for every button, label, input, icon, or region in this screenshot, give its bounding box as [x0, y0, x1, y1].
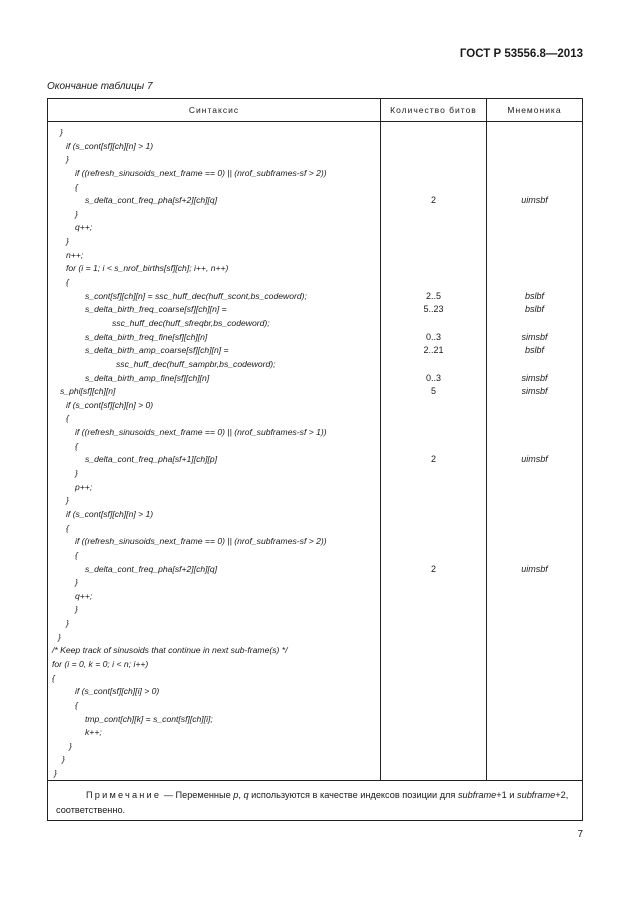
note-var-p: p	[233, 790, 239, 800]
syntax-cell: q++;	[75, 590, 93, 601]
table-row	[48, 372, 548, 386]
syntax-cell: }	[54, 768, 57, 779]
syntax-cell: s_delta_cont_freq_pha[sf+1][ch][p]	[85, 454, 218, 465]
syntax-cell: for (i = 1; i < s_nrof_births[sf][ch]; i++, n++)	[66, 263, 229, 274]
table-row	[48, 358, 380, 372]
table-row	[48, 672, 380, 686]
syntax-cell: {	[75, 181, 78, 192]
column-header-syntax: Синтаксис	[188, 105, 240, 115]
syntax-cell: s_delta_birth_freq_fine[sf][ch][n]	[85, 331, 208, 342]
table-row	[48, 603, 380, 617]
mnemonic-cell: bslbf	[524, 304, 544, 315]
table-row	[48, 140, 380, 154]
table-row	[48, 221, 380, 235]
mnemonic-cell: uimsbf	[521, 563, 548, 574]
table-row	[48, 576, 380, 590]
table-row	[48, 412, 380, 426]
table-row	[48, 317, 380, 331]
syntax-cell: {	[52, 672, 55, 683]
table-row	[48, 181, 380, 195]
column-header-mnemonic: Мнемоника	[507, 105, 562, 115]
syntax-cell: n++;	[66, 249, 84, 260]
table-row	[48, 194, 548, 208]
mnemonic-cell: simsbf	[521, 372, 548, 383]
table-row	[48, 290, 544, 304]
bits-cell: 2..5	[425, 290, 441, 301]
syntax-cell: if (s_cont[sf][ch][n] > 1)	[66, 508, 154, 519]
syntax-cell: {	[75, 549, 78, 560]
column-header-bits: Количество битов	[390, 105, 477, 115]
table-row	[48, 522, 380, 536]
table-row	[48, 440, 380, 454]
table-row	[48, 713, 380, 727]
header-divider	[48, 121, 582, 122]
table-row	[48, 399, 380, 413]
table-row	[48, 617, 380, 631]
table-row	[48, 467, 380, 481]
table-row	[48, 726, 380, 740]
syntax-cell: s_phi[sf][ch][n]	[60, 386, 116, 397]
bits-cell: 0..3	[425, 331, 441, 342]
syntax-cell: s_delta_birth_freq_coarse[sf][ch][n] =	[85, 304, 227, 315]
table-row	[48, 508, 380, 522]
mnemonic-cell: simsbf	[521, 331, 548, 342]
table-row	[48, 767, 380, 781]
syntax-cell: /* Keep track of sinusoids that continue in next sub-frame(s) */	[52, 645, 288, 656]
note-label: Примечание	[86, 790, 162, 800]
mnemonic-cell: uimsbf	[521, 454, 548, 465]
bits-cell: 5..23	[423, 304, 444, 315]
syntax-cell: }	[75, 468, 78, 479]
table-row	[48, 699, 380, 713]
table-row	[48, 549, 380, 563]
syntax-cell: if ((refresh_sinusoids_next_frame == 0) || (nrof_subframes-sf > 2))	[75, 167, 327, 178]
table-row	[48, 262, 380, 276]
bits-cell: 2..21	[423, 345, 444, 356]
syntax-cell: {	[66, 522, 69, 533]
syntax-table	[47, 98, 583, 821]
syntax-cell: if ((refresh_sinusoids_next_frame == 0) || (nrof_subframes-sf > 1))	[75, 427, 327, 438]
table-row	[48, 426, 380, 440]
note-text: — Переменные	[161, 790, 234, 800]
table-row	[48, 644, 380, 658]
table-row	[48, 631, 380, 645]
syntax-cell: k++;	[85, 727, 102, 738]
table-row	[48, 385, 548, 399]
note-text: +1 и	[496, 790, 517, 800]
syntax-cell: }	[75, 604, 78, 615]
note-text: используются в качестве индексов позиции для	[248, 790, 458, 800]
table-row	[48, 276, 380, 290]
syntax-cell: }	[66, 236, 69, 247]
syntax-cell: s_cont[sf][ch][n] = ssc_huff_dec(huff_scont,bs_codeword);	[85, 290, 307, 301]
syntax-cell: if (s_cont[sf][ch][n] > 0)	[66, 399, 154, 410]
syntax-cell: }	[60, 127, 63, 137]
syntax-cell: ssc_huff_dec(huff_sampbr,bs_codeword);	[116, 358, 276, 369]
table-row	[48, 685, 380, 699]
syntax-cell: s_delta_cont_freq_pha[sf+2][ch][q]	[85, 195, 218, 206]
syntax-cell: }	[75, 577, 78, 588]
note-text: +2, соответственно.	[56, 790, 569, 815]
note-subframe: subframe	[457, 790, 497, 800]
table-row	[48, 208, 380, 222]
syntax-cell: s_delta_birth_amp_fine[sf][ch][n]	[85, 372, 210, 383]
syntax-cell: }	[58, 631, 61, 642]
table-row	[48, 494, 380, 508]
table-row	[48, 753, 380, 767]
syntax-cell: for (i = 0, k = 0; i < n; i++)	[52, 658, 149, 669]
syntax-cell: s_delta_cont_freq_pha[sf+2][ch][q]	[85, 563, 218, 574]
syntax-cell: {	[66, 277, 69, 288]
table-row	[48, 167, 380, 181]
table-row	[48, 331, 548, 345]
table-row	[48, 740, 380, 754]
bits-cell: 2	[430, 454, 436, 465]
mnemonic-cell: uimsbf	[521, 195, 548, 206]
table-row	[48, 453, 548, 467]
mnemonic-cell: simsbf	[521, 386, 548, 397]
syntax-code-block	[48, 126, 548, 781]
note-subframe: subframe	[516, 790, 556, 800]
syntax-cell: p++;	[75, 481, 93, 492]
table-row	[48, 344, 544, 358]
syntax-cell: if (s_cont[sf][ch][n] > 1)	[66, 140, 154, 151]
table-row	[48, 126, 380, 140]
table-row	[48, 535, 380, 549]
syntax-cell: ssc_huff_dec(huff_sfreqbr,bs_codeword);	[112, 317, 270, 328]
syntax-cell: q++;	[75, 222, 93, 233]
syntax-cell: }	[66, 495, 69, 506]
table-row	[48, 303, 544, 317]
syntax-cell: }	[75, 208, 78, 219]
syntax-cell: }	[66, 154, 69, 165]
document-code: ГОСТ Р 53556.8—2013	[459, 48, 583, 60]
table-row	[48, 153, 380, 167]
syntax-cell: }	[66, 618, 69, 629]
page-number: 7	[577, 829, 583, 840]
table-caption: Окончание таблицы 7	[47, 81, 153, 92]
bits-cell: 5	[430, 386, 436, 397]
bits-cell: 0..3	[425, 372, 441, 383]
syntax-cell: {	[75, 699, 78, 710]
syntax-cell: if ((refresh_sinusoids_next_frame == 0) || (nrof_subframes-sf > 2))	[75, 536, 327, 547]
table-row	[48, 590, 380, 604]
table-row	[48, 658, 380, 672]
syntax-cell: if (s_cont[sf][ch][i] > 0)	[75, 686, 160, 697]
syntax-cell: {	[75, 440, 78, 451]
table-row	[48, 249, 380, 263]
table-row	[48, 235, 380, 249]
syntax-cell: s_delta_birth_amp_coarse[sf][ch][n] =	[85, 345, 229, 356]
note-text: ,	[238, 790, 244, 800]
syntax-cell: }	[62, 754, 65, 765]
syntax-cell: tmp_cont[ch][k] = s_cont[sf][ch][i];	[85, 713, 213, 724]
syntax-cell: {	[66, 413, 69, 424]
mnemonic-cell: bslbf	[524, 345, 544, 356]
bits-cell: 2	[430, 563, 436, 574]
table-row	[48, 481, 380, 495]
table-row	[48, 563, 548, 577]
syntax-cell: }	[69, 740, 72, 751]
mnemonic-cell: bslbf	[524, 290, 544, 301]
bits-cell: 2	[430, 195, 436, 206]
table-note	[56, 788, 574, 818]
note-var-q: q	[243, 790, 249, 800]
